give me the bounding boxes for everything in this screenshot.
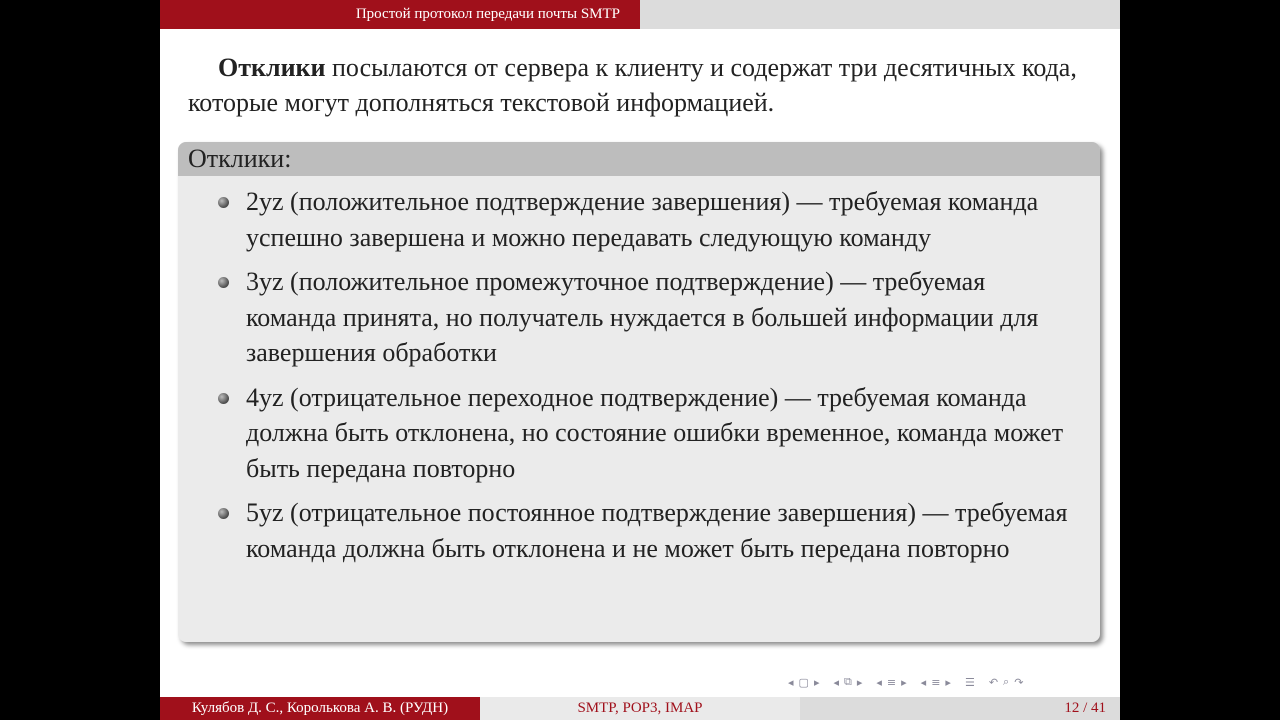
footer <box>160 697 1120 720</box>
intro-paragraph <box>188 50 1098 120</box>
nav-next-section-icon[interactable]: ▸ <box>901 675 907 689</box>
list-item-text: 4yz (отрицательное переходное подтверждение) — требуемая команда должна быть отклонена, но состояние ошибки временное, команда может быть передана повторно <box>246 382 1064 483</box>
list-item <box>246 184 1080 255</box>
nav-next-doc-icon[interactable]: ▸ <box>945 675 951 689</box>
nav-prev-subsection-icon[interactable]: ◂ <box>833 675 839 689</box>
nav-subsection-icon[interactable]: ⧉ <box>844 675 852 688</box>
nav-frame-icon[interactable]: ▢ <box>798 675 809 689</box>
nav-doc-icon[interactable]: ≡ <box>931 675 941 689</box>
list-item <box>246 380 1080 487</box>
nav-prev-doc-icon[interactable]: ◂ <box>920 675 927 689</box>
nav-section-icon[interactable]: ≡ <box>886 675 897 689</box>
intro-text: посылаются от сервера к клиенту и содержат три десятичных кода, которые могут дополняться текстовой информацией. <box>188 53 1077 117</box>
nav-prev-section-icon[interactable]: ◂ <box>876 675 882 689</box>
slide <box>160 0 1120 720</box>
page-number: 12 / 41 <box>800 697 1120 720</box>
nav-toc-icon[interactable]: ☰ <box>964 675 975 689</box>
bullet-icon <box>218 393 229 404</box>
intro-term: Отклики <box>218 53 326 82</box>
nav-search-back-icon[interactable]: ↶ <box>988 675 999 689</box>
list-item-text: 2yz (положительное подтверждение завершения) — требуемая команда успешно завершена и можно передавать следующую команду <box>246 187 1039 252</box>
list-item-text: 3yz (положительное промежуточное подтверждение) — требуемая команда принята, но получатель нуждается в большей информации для завершения обработки <box>246 267 1039 367</box>
bullet-icon <box>218 508 229 519</box>
headline-bar <box>160 0 1120 29</box>
block-title: Отклики: <box>178 142 1100 176</box>
nav-next-frame-icon[interactable]: ▸ <box>813 675 820 689</box>
nav-search-forward-icon[interactable]: ↷ <box>1014 675 1024 689</box>
nav-search-icon[interactable]: ⌕ <box>1003 675 1010 688</box>
list-item <box>246 264 1080 371</box>
footer-authors: Кулябов Д. С., Королькова А. В. (РУДН) <box>160 697 480 720</box>
bullet-icon <box>218 197 229 208</box>
section-title: Простой протокол передачи почты SMTP <box>160 0 640 29</box>
navigation-controls <box>788 673 1114 691</box>
list-item <box>246 495 1080 566</box>
responses-block <box>178 142 1100 642</box>
nav-next-subsection-icon[interactable]: ▸ <box>856 675 863 689</box>
footer-title: SMTP, POP3, IMAP <box>480 697 800 720</box>
list-item-text: 5yz (отрицательное постоянное подтверждение завершения) — требуемая команда должна быть отклонена и не может быть передана повторно <box>246 498 1068 563</box>
nav-prev-frame-icon[interactable]: ◂ <box>788 675 794 689</box>
bullet-icon <box>218 277 229 288</box>
responses-list <box>178 176 1100 566</box>
